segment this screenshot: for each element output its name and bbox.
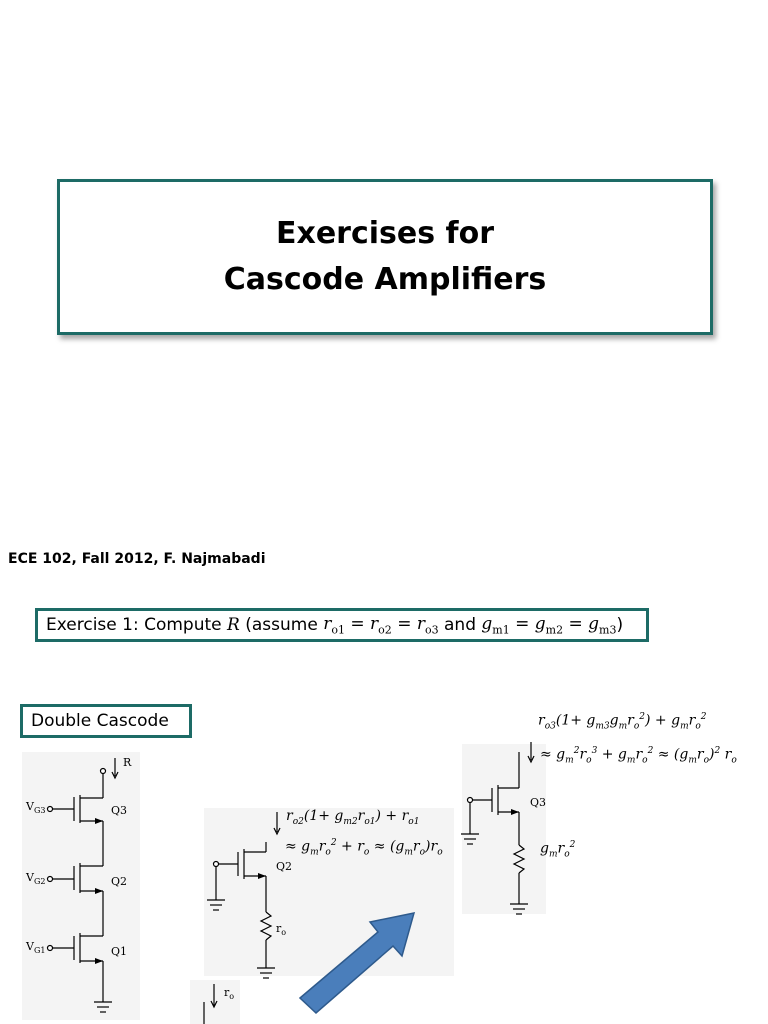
exercise-and: and — [444, 615, 476, 635]
right-eq-res: $g_mr_o^2$ — [540, 840, 576, 860]
mid-ro-label: $r_o$ — [276, 922, 287, 938]
gm-equality: $g_{m1} = g_{m2} = g_{m3}$ — [481, 613, 617, 637]
q3-label: Q3 — [111, 804, 128, 817]
r-label: R — [123, 756, 132, 769]
title-line-1: Exercises for — [275, 216, 494, 251]
title-line-2: Cascode Amplifiers — [223, 262, 547, 297]
right-q3-label: Q3 — [530, 796, 547, 809]
vg3-label: $V_{G3}$ — [26, 800, 46, 816]
bottom-ro-label: $r_o$ — [224, 986, 235, 1002]
blue-arrow-icon — [292, 910, 432, 1024]
right-eq-top: $r_{o3}(1+ g_{m3}g_mr_o^2) + g_mr_o^2$ — [538, 712, 707, 732]
exercise-assume: (assume — [245, 615, 318, 635]
ro-equality: $r_{o1} = r_{o2} = r_{o3}$ — [323, 613, 439, 637]
mid-q2-label: Q2 — [276, 860, 293, 873]
vg2-label: $V_{G2}$ — [26, 871, 46, 887]
q2-label: Q2 — [111, 875, 128, 888]
right-eq-mid: ≈ $g_m^2r_o^3 + g_mr_o^2 \approx (g_mr_o)^2$ $r_o$ — [540, 746, 737, 766]
mid-eq-2: ≈ $g_mr_o^2 + r_o \approx (g_mr_o)r_o$ — [285, 838, 443, 858]
double-cascode-label: Double Cascode — [20, 704, 192, 738]
q1-label: Q1 — [111, 945, 128, 958]
exercise-prefix: Exercise 1: Compute — [46, 615, 222, 635]
vg1-label: $V_{G1}$ — [26, 940, 46, 956]
exercise-var: R — [227, 615, 240, 635]
course-footer: ECE 102, Fall 2012, F. Najmabadi — [8, 551, 266, 567]
exercise-close: ) — [616, 615, 624, 635]
mid-eq-1: $r_{o2}(1+ g_{m2}r_{o1}) + r_{o1}$ — [286, 808, 420, 827]
